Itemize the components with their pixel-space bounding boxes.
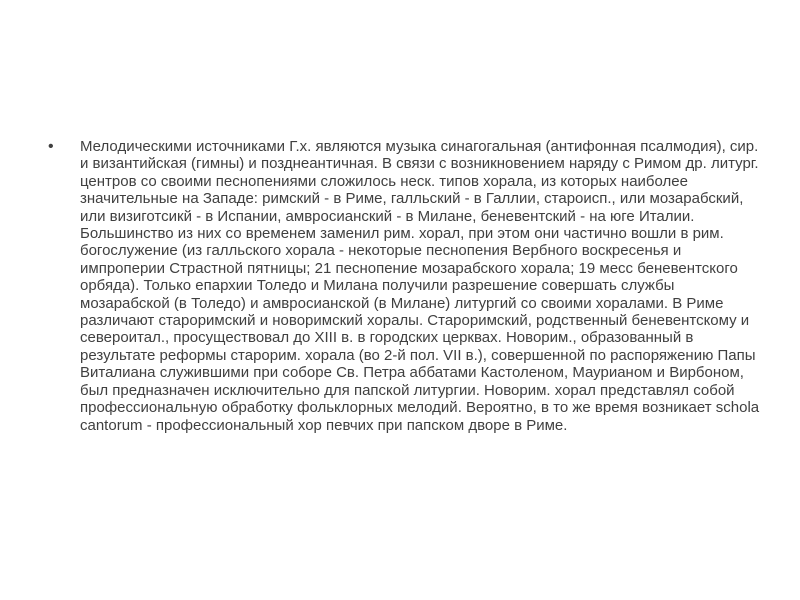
bullet-list-item [48,138,760,434]
bullet-marker: • [48,138,54,155]
bullet-paragraph: Мелодическими источниками Г.х. являются музыка синагогальная (антифонная псалмодия), сир. и византийская (гимны) и позднеантичная. В связи с возникновением наряду с Римом др. литург. центров со своими песнопениями сложилось неск. типов хорала, из которых наиболее значительные на Западе: римский - в Риме, галльский - в Галлии, староисп., или мозарабский, или визиготсикй - в Испании, амвросианский - в Милане, беневентский - на юге Италии. Большинство из них со временем заменил рим. хорал, при этом они частично вошли в рим. богослужение (из галльского хорала - некоторые песнопения Вербного воскресенья и импроперии Страстной пятницы; 21 песнопение мозарабского хорала; 19 месс беневентского орбяда). Только епархии Толедо и Милана получили разрешение совершать службы мозарабской (в Толедо) и амвросианской (в Милане) литургий со своими хоралами. В Риме различают староримский и новоримский хоралы. Староримский, родственный беневентскому и североитал., просуществовал до XIII в. в городских церквах. Новорим., образованный в результате реформы старорим. хорала (во 2-й пол. VII в.), совершенной по распоряжению Папы Виталиана служившими при соборе Св. Петра аббатами Кастоленом, Маурианом и Вирбоном, был предназначен исключительно для папской литургии. Новорим. хорал представлял собой профессиональную обработку фольклорных мелодий. Вероятно, в то же время возникает schola cantorum - профессиональный хор певчих при папском дворе в Риме. [80,138,760,434]
